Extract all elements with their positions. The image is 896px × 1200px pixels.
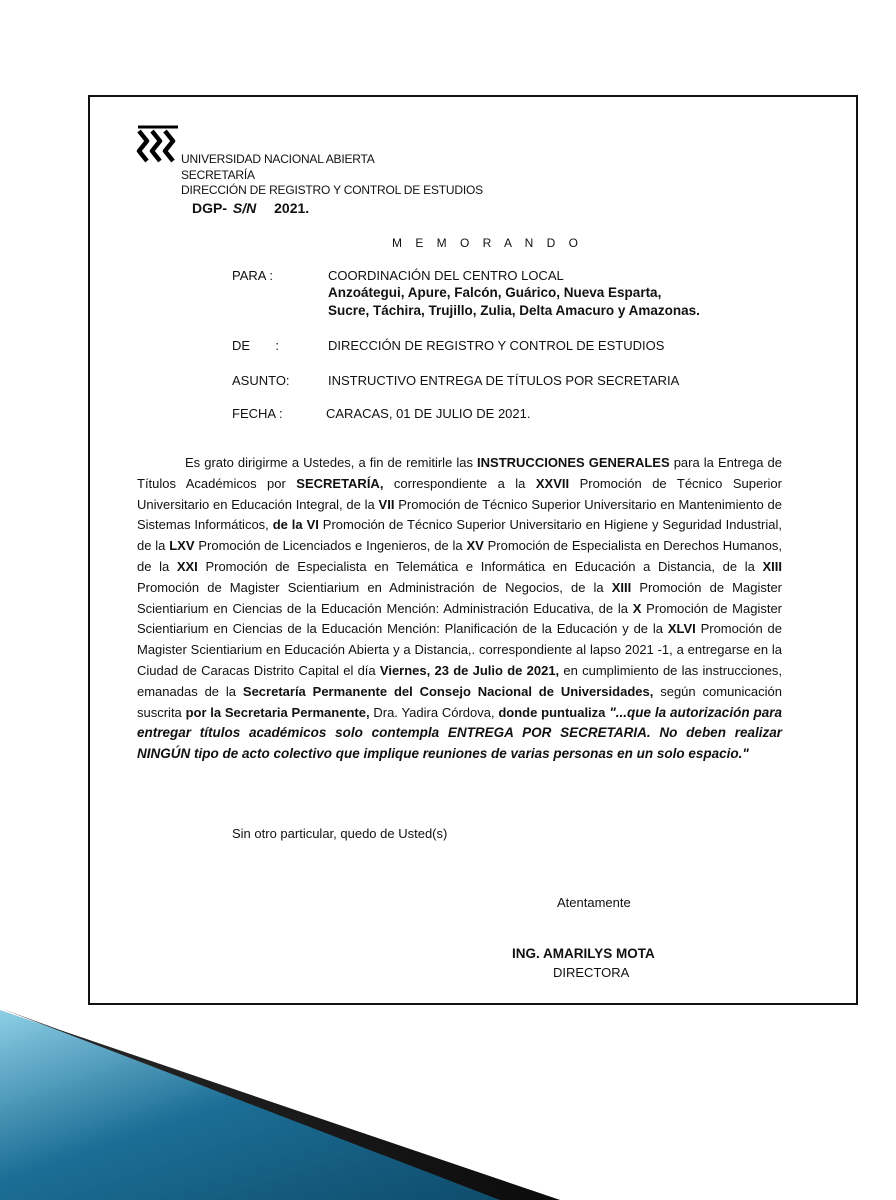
de-label: DE :: [232, 338, 279, 353]
ref-year: 2021.: [274, 200, 310, 216]
ref-number: S/N: [232, 200, 257, 216]
fecha-value: CARACAS, 01 DE JULIO DE 2021.: [326, 406, 531, 421]
quoted-instruction: "...que la autorización para entregar títulos académicos solo contempla ENTREGA POR SECRETARIA. No deben realizar NINGÚN tipo de acto colectivo que implique reuniones de varias personas en un solo espacio.": [137, 704, 782, 762]
para-value-line2: Anzoátegui, Apure, Falcón, Guárico, Nueva Esparta,: [328, 285, 662, 300]
memo-body: Es grato dirigirme a Ustedes, a fin de remitirle las INSTRUCCIONES GENERALES para la Entrega de Títulos Académicos por SECRETARÍA, correspondiente a la XXVII Promoción de Técnico Superior Universitario en Educación Integral, de la VII Promoción de Técnico Superior Universitario en Mantenimiento de Sistemas Informáticos, de la VI Promoción de Técnico Superior Universitario en Higiene y Seguridad Industrial, de la LXV Promoción de Licenciados e Ingenieros, de la XV Promoción de Especialista en Derechos Humanos, de la XXI Promoción de Especialista en Telemática e Informática en Educación a Distancia, de la XIII Promoción de Magister Scientiarium en Administración de Negocios, de la XIII Promoción de Magister Scientiarium en Ciencias de la Educación Mención: Administración Educativa, de la X Promoción de Magister Scientiarium en Ciencias de la Educación Mención: Planificación de la Educación y de la XLVI Promoción de Magister Scientiarium en Educación Abierta y a Distancia,. correspondiente al lapso 2021 -1, a entregarse en la Ciudad de Caracas Distrito Capital el día Viernes, 23 de Julio de 2021, en cumplimiento de las instrucciones, emanadas de la Secretaría Permanente del Consejo Nacional de Universidades, según comunicación suscrita por la Secretaria Permanente, Dra. Yadira Córdova, donde puntualiza "...que la autorización para entregar títulos académicos solo contempla ENTREGA POR SECRETARIA. No deben realizar NINGÚN tipo de acto colectivo que implique reuniones de varias personas en un solo espacio.": [137, 455, 783, 762]
ref-prefix: DGP-: [192, 200, 227, 216]
asunto-label: ASUNTO:: [232, 373, 290, 388]
secretariat-name: SECRETARÍA: [181, 168, 255, 182]
directorate-name: DIRECCIÓN DE REGISTRO Y CONTROL DE ESTUDIOS: [181, 183, 483, 197]
asunto-value: INSTRUCTIVO ENTREGA DE TÍTULOS POR SECRETARIA: [328, 373, 680, 388]
signer-name: ING. AMARILYS MOTA: [512, 946, 655, 961]
reference-number: [192, 200, 309, 216]
para-value-line3: Sucre, Táchira, Trujillo, Zulia, Delta Amacuro y Amazonas.: [328, 303, 700, 318]
memo-title: M E M O R A N D O: [392, 236, 584, 250]
una-logo: [136, 125, 180, 165]
corner-decoration: [0, 1000, 896, 1200]
institution-name: UNIVERSIDAD NACIONAL ABIERTA: [181, 152, 375, 166]
fecha-label: FECHA :: [232, 406, 283, 421]
para-value-line1: COORDINACIÓN DEL CENTRO LOCAL: [328, 268, 564, 283]
closing-line: Sin otro particular, quedo de Usted(s): [232, 826, 448, 841]
para-label: PARA :: [232, 268, 273, 283]
de-value: DIRECCIÓN DE REGISTRO Y CONTROL DE ESTUDIOS: [328, 338, 665, 353]
salutation: Atentamente: [557, 895, 631, 910]
signer-role: DIRECTORA: [553, 965, 630, 980]
